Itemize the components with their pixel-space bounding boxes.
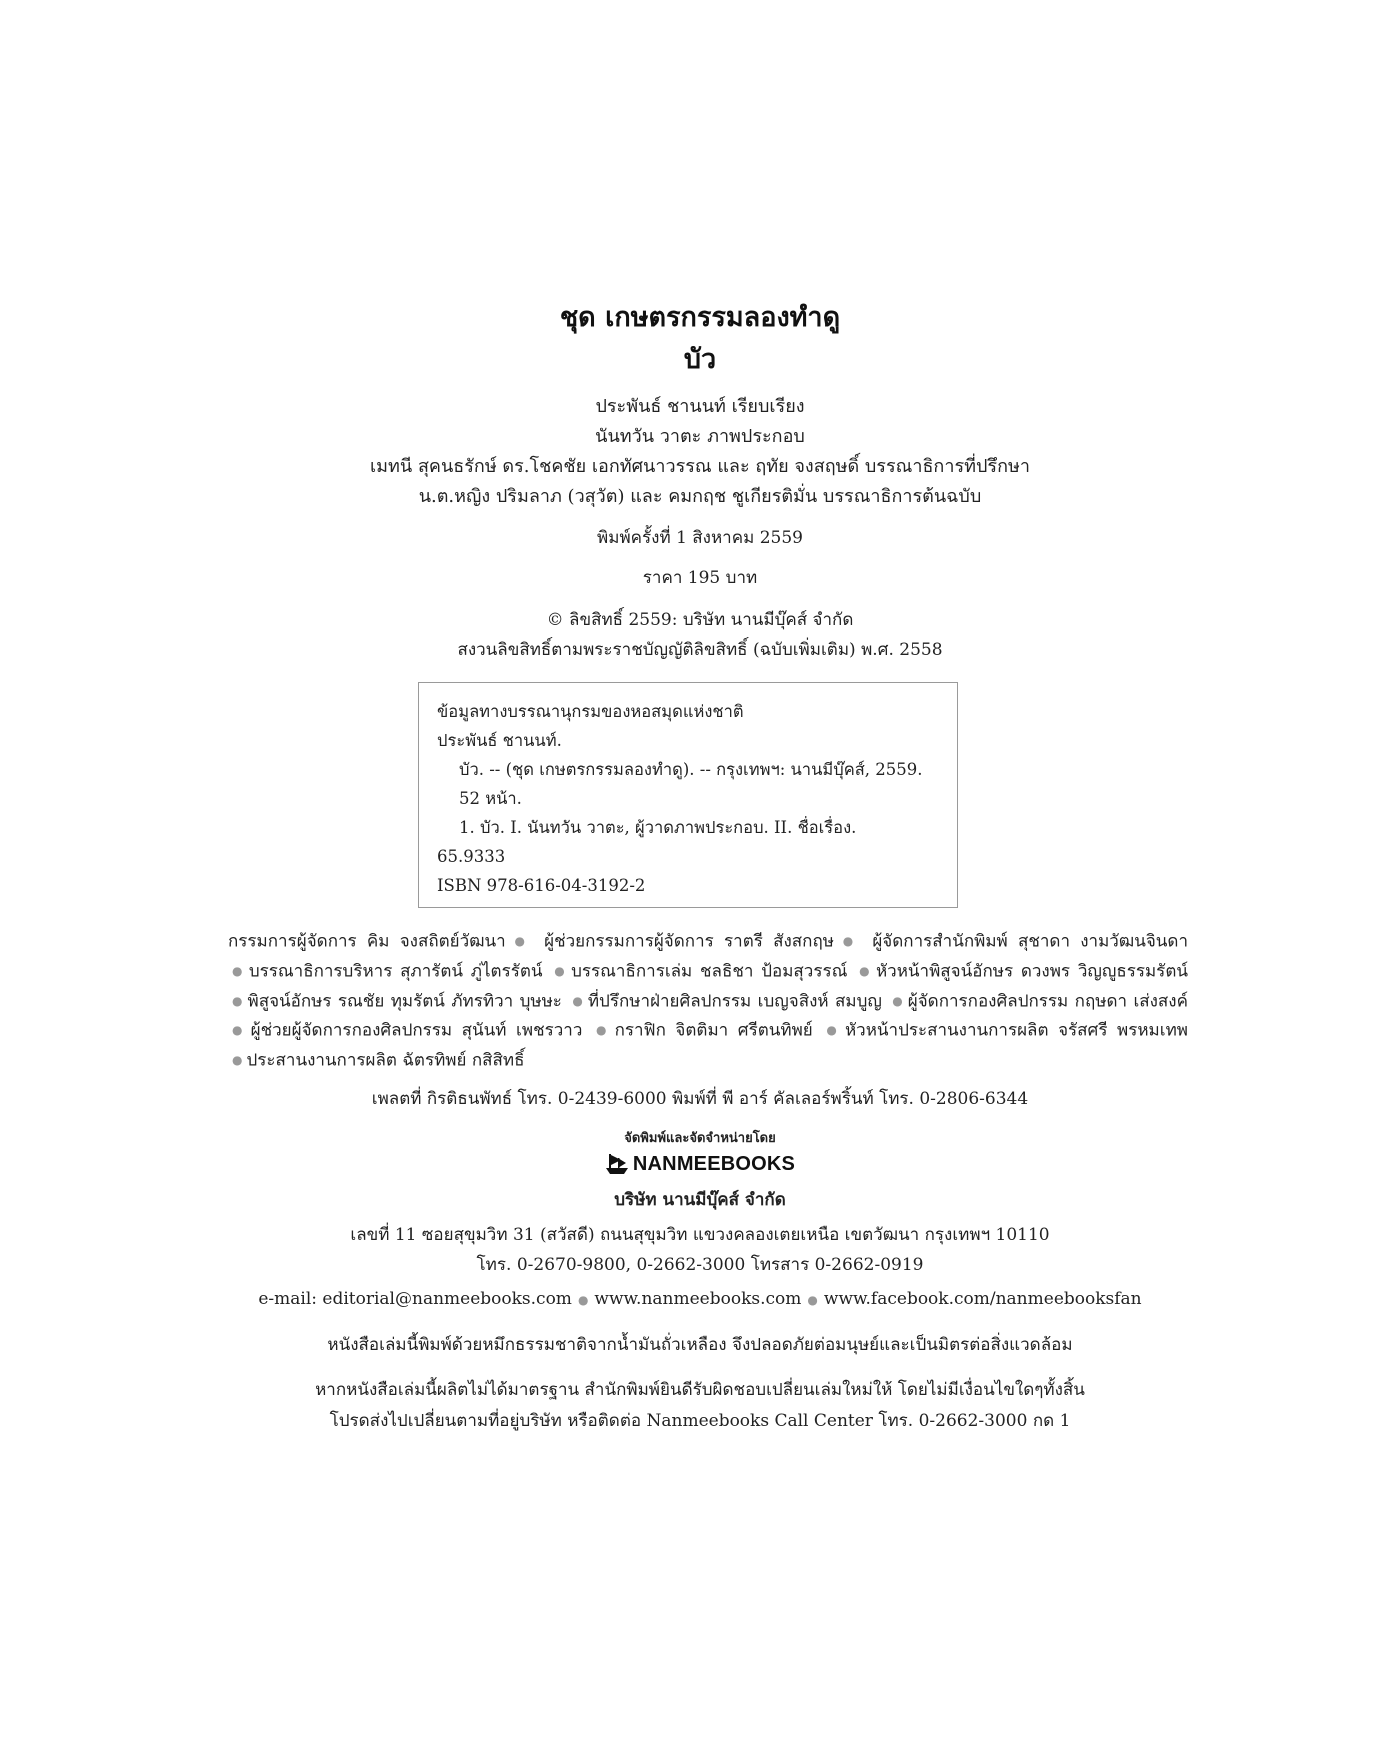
- eco-ink-note: หนังสือเล่มนี้พิมพ์ด้วยหมึกธรรมชาติจากน้ำมันถั่วเหลือง จึงปลอดภัยต่อมนุษย์และเป็นมิตรต่อสิ่งแวดล้อม: [327, 1335, 1073, 1355]
- bullet-separator: ●: [577, 1292, 589, 1307]
- guarantee-line: หากหนังสือเล่มนี้ผลิตไม่ได้มาตรฐาน สำนักพิมพ์ยินดีรับผิดชอบเปลี่ยนเล่มใหม่ให้ โดยไม่มีเงื่อนไขใดๆทั้งสิ้น: [315, 1380, 1085, 1400]
- price-line: ราคา 195 บาท: [642, 568, 758, 588]
- staff-entry: บรรณาธิการเล่ม ชลธิชา ป้อมสุวรรณ์: [571, 961, 848, 981]
- guarantee-note: [0, 1375, 1400, 1437]
- staff-entry: หัวหน้าประสานงานการผลิต จรัสศรี พรหมเทพ: [844, 1020, 1188, 1041]
- credits: [0, 392, 1400, 512]
- publisher-logo-row: [0, 1152, 1400, 1180]
- copyright-line: © ลิขสิทธิ์ 2559: บริษัท นานมีบุ๊คส์ จำกัด: [546, 610, 854, 630]
- staff-entry: ประสานงานการผลิต ฉัตรทิพย์ กสิสิทธิ์: [246, 1050, 525, 1071]
- cip-heading: ข้อมูลทางบรรณานุกรมของหอสมุดแห่งชาติ: [437, 702, 744, 721]
- contact-line: [0, 1284, 1400, 1315]
- cip-classification: 65.9333: [437, 847, 506, 866]
- staff-entry: บรรณาธิการบริหาร สุภารัตน์ ภู่ไตรรัตน์: [248, 961, 543, 981]
- website-link[interactable]: www.nanmeebooks.com: [594, 1289, 802, 1309]
- copyright-notice: [0, 605, 1400, 665]
- bullet-separator: ●: [859, 963, 872, 978]
- distributed-by-label: จัดพิมพ์และจัดจำหน่ายโดย: [624, 1131, 776, 1146]
- staff-entry: ผู้จัดการกองศิลปกรรม กฤษดา เส่งสงค์: [907, 990, 1188, 1011]
- book-title: บัว: [683, 344, 717, 375]
- email-link[interactable]: e-mail: editorial@nanmeebooks.com: [258, 1289, 572, 1309]
- guarantee-contact-line: โปรดส่งไปเปลี่ยนตามที่อยู่บริษัท หรือติดต่อ Nanmeebooks Call Center โทร. 0-2662-3000 กด 1: [329, 1411, 1071, 1431]
- bullet-separator: ●: [232, 963, 245, 978]
- company-name: บริษัท นานมีบุ๊คส์ จำกัด: [614, 1190, 786, 1210]
- cip-author: ประพันธ์ ชานนท์.: [437, 731, 562, 750]
- bullet-separator: ●: [595, 1023, 611, 1038]
- cip-isbn: ISBN 978-616-04-3192-2: [437, 876, 646, 895]
- printers-line: เพลตที่ กิรติธนพัทธ์ โทร. 0-2439-6000 พิมพ์ที่ พี อาร์ คัลเลอร์พริ้นท์ โทร. 0-2806-6344: [371, 1089, 1029, 1109]
- credit-illustrator: นันทวัน วาตะ ภาพประกอบ: [595, 426, 805, 447]
- cip-title-line: บัว. -- (ชุด เกษตรกรรมลองทำดู). -- กรุงเทพฯ: นานมีบุ๊คส์, 2559.: [459, 760, 923, 779]
- staff-entry: ผู้ช่วยผู้จัดการกองศิลปกรรม สุนันท์ เพชรวาว: [250, 1020, 583, 1041]
- bullet-separator: ●: [509, 934, 530, 948]
- staff-entry: พิสูจน์อักษร รณชัย ทุมรัตน์ ภัทรทิวา บุษษะ: [247, 990, 562, 1011]
- cip-pages: 52 หน้า.: [459, 789, 522, 808]
- rights-reserved-line: สงวนลิขสิทธิ์ตามพระราชบัญญัติลิขสิทธิ์ (ฉบับเพิ่มเติม) พ.ศ. 2558: [457, 640, 943, 660]
- staff-entry: ที่ปรึกษาฝ่ายศิลปกรรม เบญจสิงห์ สมบูญ: [587, 990, 882, 1011]
- cip-subjects: 1. บัว. I. นันทวัน วาตะ, ผู้วาดภาพประกอบ. II. ชื่อเรื่อง.: [459, 818, 857, 837]
- credit-manuscript-editors: น.ต.หญิง ปริมลาภ (วสุวัต) และ คมกฤช ชูเกียรติมั่น บรรณาธิการต้นฉบับ: [418, 486, 982, 507]
- staff-entry: ผู้ช่วยกรรมการผู้จัดการ ราตรี สังสกฤษ: [544, 931, 834, 952]
- bullet-separator: ●: [232, 993, 244, 1008]
- staff-entry: กรรมการผู้จัดการ คิม จงสถิตย์วัฒนา: [228, 931, 506, 952]
- staff-entry: หัวหน้าพิสูจน์อักษร ดวงพร วิญญูธรรมรัตน์: [875, 961, 1188, 981]
- edition-line: พิมพ์ครั้งที่ 1 สิงหาคม 2559: [597, 528, 803, 548]
- staff-entry: ผู้จัดการสำนักพิมพ์ สุชาดา งามวัฒนจินดา: [872, 931, 1188, 952]
- credit-advisory-editors: เมทนี สุคนธรักษ์ ดร.โชคชัย เอกทัศนาวรรณ และ ฤทัย จงสฤษดิ์ บรรณาธิการที่ปรึกษา: [370, 456, 1030, 477]
- bullet-separator: ●: [892, 993, 904, 1008]
- credit-compiler: ประพันธ์ ชานนท์ เรียบเรียง: [595, 396, 805, 417]
- bullet-separator: ●: [826, 1023, 841, 1038]
- address-line: เลขที่ 11 ซอยสุขุมวิท 31 (สวัสดี) ถนนสุขุมวิท แขวงคลองเตยเหนือ เขตวัฒนา กรุงเทพฯ 10110: [350, 1225, 1050, 1245]
- address-block: [0, 1220, 1400, 1280]
- bullet-separator: ●: [232, 1053, 243, 1067]
- cip-data-box: [418, 682, 958, 908]
- facebook-link[interactable]: www.facebook.com/nanmeebooksfan: [823, 1289, 1142, 1309]
- bullet-separator: ●: [572, 993, 584, 1008]
- bullet-separator: ●: [232, 1023, 247, 1038]
- publisher-logo: [605, 1152, 795, 1176]
- staff-list: [228, 927, 1188, 1076]
- bullet-separator: ●: [837, 934, 859, 948]
- bullet-separator: ●: [807, 1292, 818, 1307]
- publisher-logo-text: NANMEEBOOKS: [632, 1152, 796, 1175]
- series-title: ชุด เกษตรกรรมลองทำดู: [559, 302, 841, 333]
- phone-line: โทร. 0-2670-9800, 0-2662-3000 โทรสาร 0-2662-0919: [476, 1255, 924, 1275]
- ship-icon: [605, 1152, 629, 1176]
- staff-entry: กราฟิก จิตติมา ศรีตนทิพย์: [614, 1020, 813, 1041]
- bullet-separator: ●: [554, 963, 568, 978]
